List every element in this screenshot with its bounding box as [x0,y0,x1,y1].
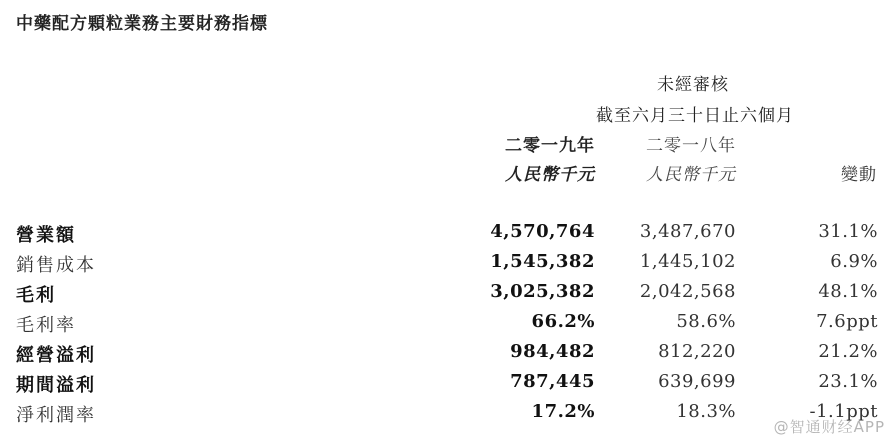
value-2019: 17.2% [531,401,595,422]
row-label: 期間溢利 [16,375,96,396]
value-change: 31.1% [818,221,878,242]
row-label: 毛利率 [16,315,76,336]
table-row [0,248,891,278]
page-title: 中藥配方顆粒業務主要財務指標 [16,14,268,34]
table-row [0,398,891,428]
header-unaudited: 未經審核 [657,75,729,95]
table-row [0,338,891,368]
value-2019: 66.2% [531,311,595,332]
value-2018: 812,220 [658,341,736,362]
header-period: 截至六月三十日止六個月 [596,106,794,126]
value-2019: 4,570,764 [490,221,595,242]
row-label: 經營溢利 [16,345,96,366]
value-2018: 1,445,102 [639,251,736,272]
row-label: 銷售成本 [16,255,96,276]
header-unit-2018: 人民幣千元 [646,165,736,185]
header-year-2018: 二零一八年 [646,136,736,156]
value-2019: 1,545,382 [490,251,595,272]
table-row [0,308,891,338]
row-label: 淨利潤率 [16,405,96,426]
value-change: -1.1ppt [809,401,878,422]
value-change: 7.6ppt [816,311,878,332]
value-2019: 984,482 [510,341,595,362]
value-2019: 3,025,382 [490,281,595,302]
table-row [0,278,891,308]
watermark: @智通财经APP [773,418,885,436]
header-unit-2019: 人民幣千元 [505,165,595,185]
row-label: 毛利 [16,285,56,306]
value-2018: 3,487,670 [639,221,736,242]
row-label: 營業額 [16,225,76,246]
value-2019: 787,445 [510,371,595,392]
value-2018: 639,699 [658,371,736,392]
header-change: 變動 [841,165,877,185]
value-change: 48.1% [818,281,878,302]
value-2018: 18.3% [676,401,736,422]
value-change: 21.2% [818,341,878,362]
value-change: 23.1% [818,371,878,392]
table-row [0,368,891,398]
financial-table [0,218,891,428]
header-year-2019: 二零一九年 [505,136,595,156]
value-change: 6.9% [830,251,878,272]
value-2018: 58.6% [676,311,736,332]
value-2018: 2,042,568 [639,281,736,302]
table-row [0,218,891,248]
